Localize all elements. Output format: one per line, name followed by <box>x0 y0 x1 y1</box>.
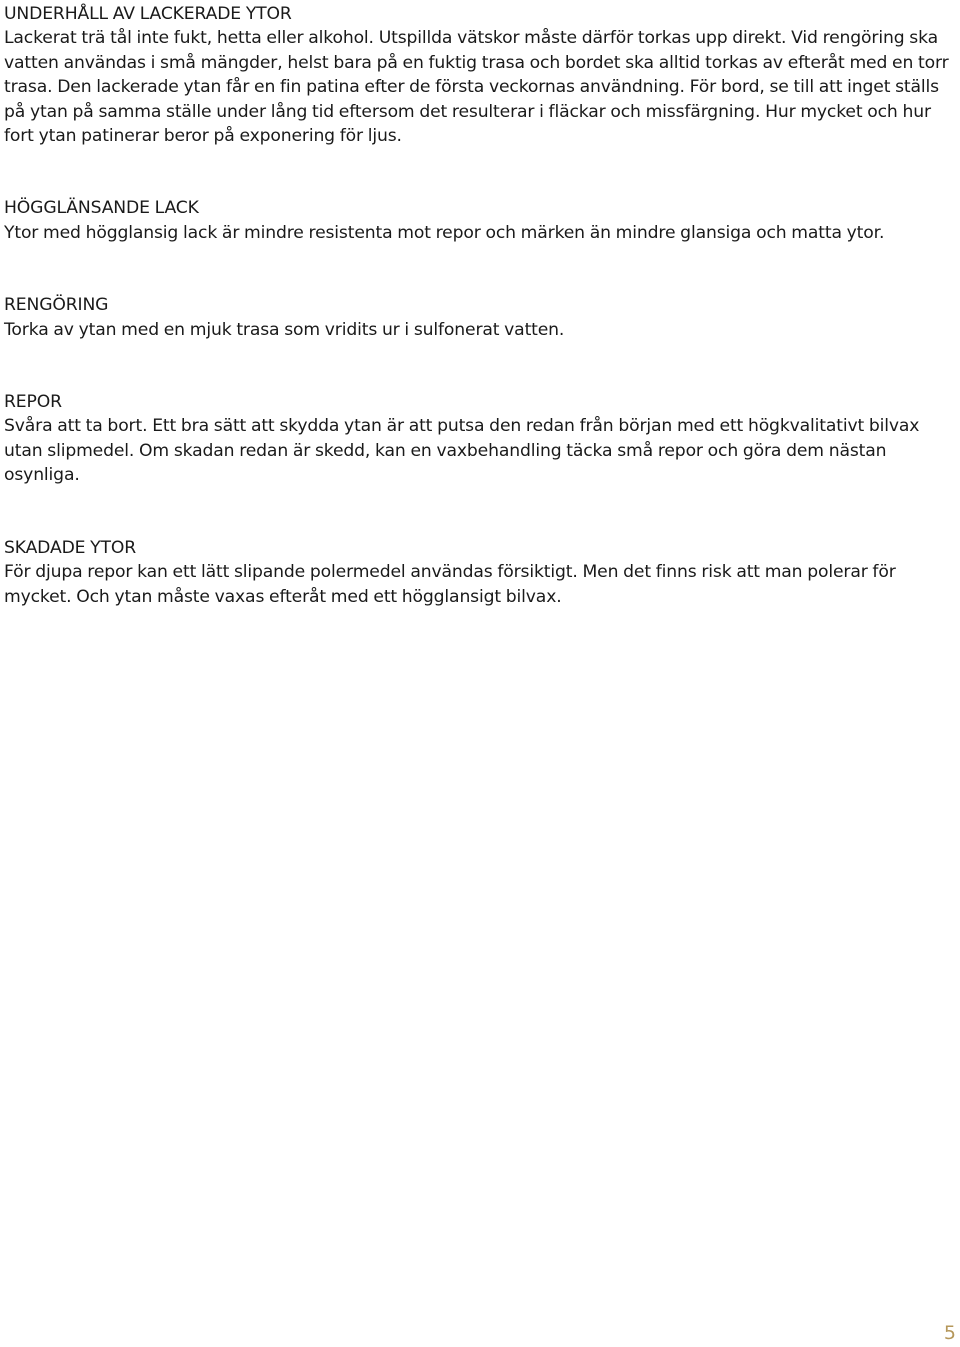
section-body: För djupa repor kan ett lätt slipande polermedel användas försiktigt. Men det finns risk att man polerar för mycket. Och ytan måste vaxas efteråt med ett högglansigt bilvax. <box>4 562 896 607</box>
section-hogglansande-lack <box>4 196 958 245</box>
section-heading: UNDERHÅLL AV LACKERADE YTOR <box>4 4 292 24</box>
section-heading: SKADADE YTOR <box>4 537 137 558</box>
section-heading: HÖGGLÄNSANDE LACK <box>4 198 199 219</box>
section-lackerade-ytor <box>4 2 958 148</box>
section-body: Ytor med högglansig lack är mindre resistenta mot repor och märken än mindre glansiga och matta ytor. <box>4 222 885 243</box>
section-heading: RENGÖRING <box>4 295 109 316</box>
section-rengoring <box>4 293 958 342</box>
document-body <box>4 2 958 609</box>
section-body: Torka av ytan med en mjuk trasa som vridits ur i sulfonerat vatten. <box>4 319 565 340</box>
page-number: 5 <box>943 1322 956 1344</box>
section-body: Svåra att ta bort. Ett bra sätt att skydda ytan är att putsa den redan från början med ett högkvalitativt bilvax utan slipmedel. Om skadan redan är skedd, kan en vaxbehandling täcka små repor och göra dem nästan osynliga. <box>4 416 920 486</box>
section-body: Lackerat trä tål inte fukt, hetta eller alkohol. Utspillda vätskor måste därför torkas upp direkt. Vid rengöring ska vatten användas i små mängder, helst bara på en fuktig trasa och bordet ska alltid torkas av efteråt med en torr trasa. Den lackerade ytan får en fin patina efter de första veckornas användning. För bord, se till att inget ställs på ytan på samma ställe under lång tid eftersom det resulterar i fläckar och missfärgning. Hur mycket och hur fort ytan patinerar beror på exponering för ljus. <box>4 28 949 147</box>
section-repor <box>4 390 958 488</box>
section-heading: REPOR <box>4 392 62 413</box>
section-skadade-ytor <box>4 536 958 609</box>
